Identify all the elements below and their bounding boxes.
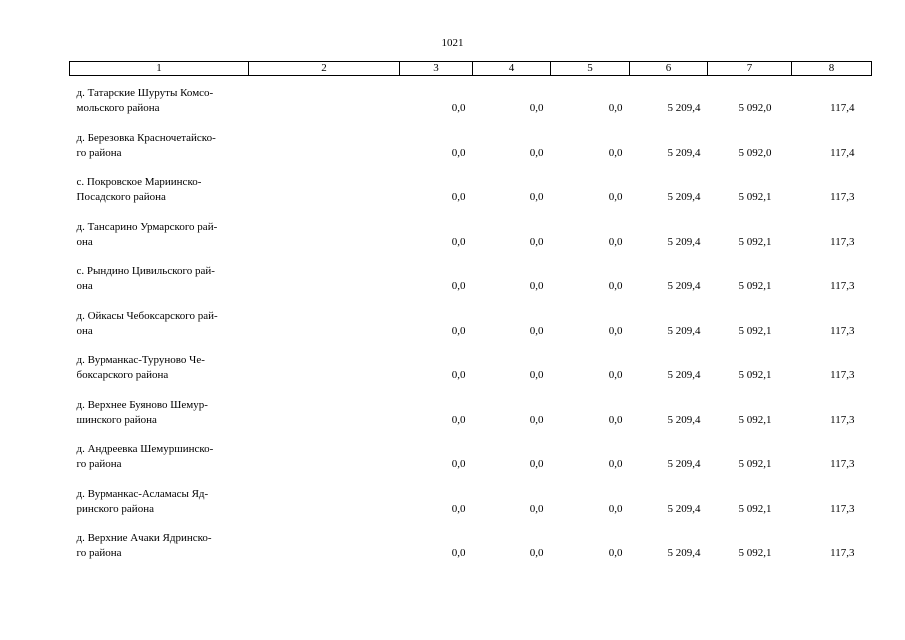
value-cell-col6: [630, 294, 708, 339]
settlement-name-line-2: она: [76, 324, 93, 337]
settlement-name-line-1: д. Верхние Ачаки Ядринско-: [76, 532, 212, 544]
value-col4: 0,0: [529, 280, 544, 292]
value-col3: 0,0: [451, 280, 466, 292]
value-col8: 117,3: [830, 458, 855, 470]
settlement-name-cell: [70, 205, 249, 250]
settlement-name-cell: [70, 294, 249, 339]
value-col7: 5 092,1: [738, 324, 772, 337]
value-col5: 0,0: [608, 280, 623, 292]
value-col5: 0,0: [608, 458, 623, 470]
value-cell-col4: [473, 383, 551, 428]
value-col8: 117,3: [830, 235, 855, 248]
settlement-name-line-2: мольского района: [76, 102, 160, 114]
settlement-name-line-2: Посадского района: [76, 191, 166, 203]
settlement-name-line-1: д. Татарские Шуруты Комсо-: [76, 87, 214, 99]
value-cell-col6: [630, 205, 708, 250]
value-cell-col6: [630, 472, 708, 517]
value-col3: 0,0: [451, 102, 466, 114]
value-cell-col4: [473, 76, 551, 117]
column-header-7: 7: [708, 62, 792, 76]
value-cell-col8: [792, 339, 872, 384]
value-cell-col4: [473, 250, 551, 295]
value-cell-col4: [473, 472, 551, 517]
value-col7: 5 092,1: [738, 547, 772, 559]
table-row: [70, 383, 872, 428]
value-col6: 5 209,4: [667, 369, 701, 381]
value-col7: 5 092,1: [738, 458, 772, 470]
value-cell-col7: [708, 161, 792, 206]
value-col5: 0,0: [608, 502, 623, 515]
settlement-name-line-1: д. Вурманкас-Туруново Че-: [76, 354, 205, 366]
table-row: [70, 76, 872, 117]
value-cell-col5: [551, 250, 630, 295]
value-cell-col6: [630, 116, 708, 161]
value-col5: 0,0: [608, 191, 623, 203]
value-col3: 0,0: [451, 413, 466, 426]
value-col5: 0,0: [608, 146, 623, 159]
settlement-name-cell: [70, 250, 249, 295]
value-cell-col4: [473, 116, 551, 161]
value-cell-col3: [400, 250, 473, 295]
value-col7: 5 092,0: [738, 102, 772, 114]
value-col3: 0,0: [451, 502, 466, 515]
value-cell-col4: [473, 428, 551, 473]
data-table: [69, 61, 872, 561]
value-col4: 0,0: [529, 146, 544, 159]
value-cell-col3: [400, 116, 473, 161]
table-row: [70, 116, 872, 161]
settlement-name-line-1: с. Покровское Мариинско-: [76, 176, 202, 188]
value-cell-col7: [708, 76, 792, 117]
value-cell-col7: [708, 116, 792, 161]
value-cell-col5: [551, 116, 630, 161]
value-cell-col5: [551, 472, 630, 517]
value-col3: 0,0: [451, 369, 466, 381]
value-col4: 0,0: [529, 102, 544, 114]
value-cell-col4: [473, 161, 551, 206]
settlement-name-line-2: го района: [76, 146, 122, 159]
table-row: [70, 428, 872, 473]
value-col6: 5 209,4: [667, 547, 701, 559]
value-cell-col8: [792, 205, 872, 250]
value-col6: 5 209,4: [667, 502, 701, 515]
value-cell-col2: [249, 339, 400, 384]
value-cell-col6: [630, 383, 708, 428]
table-body: [70, 76, 872, 562]
value-col3: 0,0: [451, 146, 466, 159]
value-cell-col5: [551, 76, 630, 117]
value-cell-col4: [473, 517, 551, 562]
value-cell-col2: [249, 76, 400, 117]
value-cell-col7: [708, 472, 792, 517]
value-col8: 117,3: [830, 369, 855, 381]
settlement-name-cell: [70, 428, 249, 473]
value-col3: 0,0: [451, 191, 466, 203]
value-cell-col6: [630, 250, 708, 295]
value-col3: 0,0: [451, 324, 466, 337]
value-cell-col2: [249, 472, 400, 517]
value-cell-col5: [551, 428, 630, 473]
table-header: [70, 62, 872, 76]
value-cell-col5: [551, 294, 630, 339]
value-cell-col3: [400, 472, 473, 517]
value-col5: 0,0: [608, 369, 623, 381]
column-header-2: 2: [249, 62, 400, 76]
settlement-name-line-1: д. Верхнее Буяново Шемур-: [76, 398, 208, 411]
settlement-name-cell: [70, 339, 249, 384]
value-col6: 5 209,4: [667, 235, 701, 248]
settlement-name-cell: [70, 161, 249, 206]
settlement-name-cell: [70, 116, 249, 161]
value-cell-col5: [551, 383, 630, 428]
value-cell-col2: [249, 116, 400, 161]
value-col4: 0,0: [529, 235, 544, 248]
value-col8: 117,4: [830, 146, 855, 159]
table-row: [70, 205, 872, 250]
value-cell-col6: [630, 161, 708, 206]
settlement-name-line-1: д. Березовка Красночетайско-: [76, 131, 216, 144]
value-col7: 5 092,1: [738, 235, 772, 248]
value-cell-col6: [630, 339, 708, 384]
settlement-name-line-1: с. Рындино Цивильского рай-: [76, 265, 215, 277]
value-col8: 117,3: [830, 280, 855, 292]
value-col6: 5 209,4: [667, 146, 701, 159]
value-cell-col2: [249, 294, 400, 339]
value-cell-col8: [792, 428, 872, 473]
table-row: [70, 161, 872, 206]
value-col7: 5 092,0: [738, 146, 772, 159]
value-col4: 0,0: [529, 547, 544, 559]
value-cell-col7: [708, 428, 792, 473]
value-cell-col3: [400, 205, 473, 250]
settlement-name-line-2: ринского района: [76, 502, 154, 515]
value-cell-col5: [551, 339, 630, 384]
column-header-6: 6: [630, 62, 708, 76]
value-cell-col2: [249, 250, 400, 295]
value-cell-col3: [400, 76, 473, 117]
settlement-name-line-2: она: [76, 280, 93, 292]
value-cell-col2: [249, 428, 400, 473]
value-col3: 0,0: [451, 235, 466, 248]
value-col7: 5 092,1: [738, 280, 772, 292]
value-col7: 5 092,1: [738, 369, 772, 381]
value-cell-col4: [473, 339, 551, 384]
value-cell-col7: [708, 517, 792, 562]
settlement-name-line-1: д. Вурманкас-Асламасы Яд-: [76, 487, 209, 500]
value-col8: 117,3: [830, 324, 855, 337]
settlement-name-line-2: боксарского района: [76, 369, 169, 381]
value-cell-col7: [708, 339, 792, 384]
value-col8: 117,3: [830, 191, 855, 203]
value-cell-col3: [400, 294, 473, 339]
value-cell-col3: [400, 517, 473, 562]
settlement-name-cell: [70, 472, 249, 517]
value-cell-col8: [792, 116, 872, 161]
settlement-name-line-2: го района: [76, 547, 122, 559]
value-col6: 5 209,4: [667, 458, 701, 470]
value-col8: 117,3: [830, 413, 855, 426]
value-col6: 5 209,4: [667, 413, 701, 426]
settlement-name-cell: [70, 517, 249, 562]
value-col4: 0,0: [529, 458, 544, 470]
value-col5: 0,0: [608, 235, 623, 248]
settlement-name-line-2: го района: [76, 458, 122, 470]
value-col3: 0,0: [451, 458, 466, 470]
value-col4: 0,0: [529, 324, 544, 337]
value-cell-col8: [792, 250, 872, 295]
value-col4: 0,0: [529, 191, 544, 203]
value-cell-col2: [249, 205, 400, 250]
value-col5: 0,0: [608, 413, 623, 426]
value-col7: 5 092,1: [738, 502, 772, 515]
value-col6: 5 209,4: [667, 280, 701, 292]
value-cell-col8: [792, 76, 872, 117]
value-cell-col8: [792, 383, 872, 428]
value-cell-col2: [249, 517, 400, 562]
value-cell-col8: [792, 517, 872, 562]
value-cell-col6: [630, 428, 708, 473]
value-cell-col6: [630, 517, 708, 562]
page-number: 1021: [441, 37, 464, 49]
table-row: [70, 250, 872, 295]
value-cell-col6: [630, 76, 708, 117]
value-cell-col8: [792, 294, 872, 339]
column-header-1: 1: [70, 62, 249, 76]
value-cell-col8: [792, 161, 872, 206]
table-row: [70, 294, 872, 339]
value-cell-col5: [551, 517, 630, 562]
value-cell-col5: [551, 205, 630, 250]
header-row: [70, 62, 872, 76]
value-cell-col8: [792, 472, 872, 517]
value-cell-col7: [708, 294, 792, 339]
value-cell-col3: [400, 428, 473, 473]
value-cell-col7: [708, 250, 792, 295]
value-cell-col7: [708, 205, 792, 250]
value-col7: 5 092,1: [738, 191, 772, 203]
value-col5: 0,0: [608, 102, 623, 114]
settlement-name-line-2: она: [76, 235, 93, 248]
value-col5: 0,0: [608, 324, 623, 337]
value-col8: 117,3: [830, 502, 855, 515]
column-header-3: 3: [400, 62, 473, 76]
settlement-name-line-1: д. Андреевка Шемуршинско-: [76, 443, 214, 455]
value-cell-col3: [400, 383, 473, 428]
value-col4: 0,0: [529, 502, 544, 515]
value-col5: 0,0: [608, 547, 623, 559]
value-col4: 0,0: [529, 369, 544, 381]
value-col8: 117,3: [830, 547, 855, 559]
settlement-name-cell: [70, 383, 249, 428]
settlement-name-cell: [70, 76, 249, 117]
value-col3: 0,0: [451, 547, 466, 559]
value-cell-col4: [473, 205, 551, 250]
value-col8: 117,4: [830, 102, 855, 114]
value-col6: 5 209,4: [667, 324, 701, 337]
value-cell-col2: [249, 383, 400, 428]
value-cell-col4: [473, 294, 551, 339]
settlement-name-line-1: д. Ойкасы Чебоксарского рай-: [76, 309, 218, 322]
column-header-4: 4: [473, 62, 551, 76]
value-col7: 5 092,1: [738, 413, 772, 426]
value-col4: 0,0: [529, 413, 544, 426]
column-header-5: 5: [551, 62, 630, 76]
value-col6: 5 209,4: [667, 191, 701, 203]
settlement-name-line-1: д. Тансарино Урмарского рай-: [76, 220, 218, 233]
table-row: [70, 517, 872, 562]
settlement-name-line-2: шинского района: [76, 413, 157, 426]
value-cell-col2: [249, 161, 400, 206]
value-cell-col7: [708, 383, 792, 428]
value-col6: 5 209,4: [667, 102, 701, 114]
table-row: [70, 472, 872, 517]
value-cell-col3: [400, 339, 473, 384]
table-row: [70, 339, 872, 384]
column-header-8: 8: [792, 62, 872, 76]
value-cell-col3: [400, 161, 473, 206]
value-cell-col5: [551, 161, 630, 206]
